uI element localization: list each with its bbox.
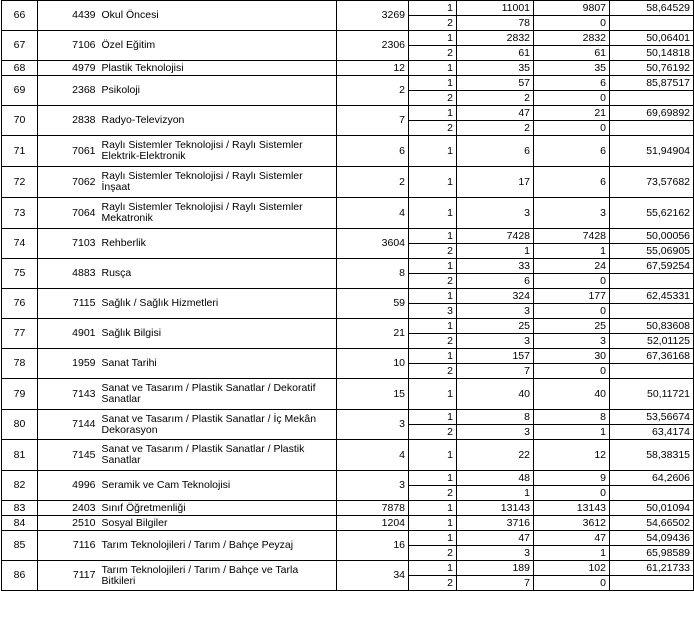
program-code: 7143	[38, 379, 99, 410]
program-code: 7145	[38, 440, 99, 471]
score-type: 1	[409, 531, 457, 546]
row-number: 69	[2, 76, 38, 106]
min-score: 50,76192	[610, 61, 694, 76]
score-type: 1	[409, 259, 457, 274]
quota-value: 3	[337, 410, 409, 440]
min-score	[610, 576, 694, 591]
row-number: 81	[2, 440, 38, 471]
min-score	[610, 91, 694, 106]
min-score: 65,98589	[610, 546, 694, 561]
program-name: Raylı Sistemler Teknolojisi / Raylı Sistemler İnşaat	[99, 167, 337, 198]
program-name: Sanat Tarihi	[99, 349, 337, 379]
applicant-count: 57	[457, 76, 534, 91]
placed-count: 6	[534, 167, 610, 198]
quota-value: 15	[337, 379, 409, 410]
min-score: 64,2606	[610, 471, 694, 486]
program-name: Plastik Teknolojisi	[99, 61, 337, 76]
table-row	[2, 531, 694, 546]
program-name: Tarım Teknolojileri / Tarım / Bahçe Peyzaj	[99, 531, 337, 561]
program-code: 4439	[38, 1, 99, 31]
applicant-count: 2	[457, 91, 534, 106]
row-number: 73	[2, 198, 38, 229]
placed-count: 6	[534, 76, 610, 91]
score-type: 1	[409, 289, 457, 304]
table-row	[2, 76, 694, 91]
row-number: 85	[2, 531, 38, 561]
applicant-count: 78	[457, 16, 534, 31]
min-score: 73,57682	[610, 167, 694, 198]
score-type: 1	[409, 106, 457, 121]
score-type: 1	[409, 229, 457, 244]
placement-table	[1, 0, 694, 591]
placed-count: 21	[534, 106, 610, 121]
min-score: 85,87517	[610, 76, 694, 91]
score-type: 1	[409, 319, 457, 334]
score-type: 1	[409, 349, 457, 364]
score-type: 1	[409, 561, 457, 576]
table-row	[2, 440, 694, 471]
score-type: 1	[409, 516, 457, 531]
min-score: 67,59254	[610, 259, 694, 274]
score-type: 2	[409, 334, 457, 349]
program-code: 7144	[38, 410, 99, 440]
quota-value: 16	[337, 531, 409, 561]
quota-value: 10	[337, 349, 409, 379]
placed-count: 1	[534, 546, 610, 561]
applicant-count: 48	[457, 471, 534, 486]
min-score: 62,45331	[610, 289, 694, 304]
quota-value: 7	[337, 106, 409, 136]
row-number: 67	[2, 31, 38, 61]
applicant-count: 8	[457, 410, 534, 425]
score-type: 1	[409, 136, 457, 167]
quota-value: 1204	[337, 516, 409, 531]
min-score: 63,4174	[610, 425, 694, 440]
program-code: 4883	[38, 259, 99, 289]
placed-count: 13143	[534, 501, 610, 516]
table-row	[2, 259, 694, 274]
quota-value: 2	[337, 76, 409, 106]
quota-value: 6	[337, 136, 409, 167]
placed-count: 9807	[534, 1, 610, 16]
table-body	[2, 1, 694, 591]
applicant-count: 3	[457, 198, 534, 229]
score-type: 2	[409, 91, 457, 106]
program-name: Özel Eğitim	[99, 31, 337, 61]
applicant-count: 189	[457, 561, 534, 576]
program-code: 7064	[38, 198, 99, 229]
program-code: 7106	[38, 31, 99, 61]
applicant-count: 7	[457, 576, 534, 591]
min-score: 58,64529	[610, 1, 694, 16]
applicant-count: 61	[457, 46, 534, 61]
placed-count: 102	[534, 561, 610, 576]
applicant-count: 1	[457, 486, 534, 501]
table-row	[2, 289, 694, 304]
table-row	[2, 349, 694, 364]
program-code: 7117	[38, 561, 99, 591]
row-number: 83	[2, 501, 38, 516]
min-score: 50,06401	[610, 31, 694, 46]
row-number: 66	[2, 1, 38, 31]
row-number: 70	[2, 106, 38, 136]
placed-count: 3	[534, 198, 610, 229]
applicant-count: 35	[457, 61, 534, 76]
program-name: Psikoloji	[99, 76, 337, 106]
table-row	[2, 516, 694, 531]
table-row	[2, 319, 694, 334]
program-name: Sağlık / Sağlık Hizmetleri	[99, 289, 337, 319]
applicant-count: 6	[457, 136, 534, 167]
min-score: 50,83608	[610, 319, 694, 334]
placed-count: 24	[534, 259, 610, 274]
row-number: 84	[2, 516, 38, 531]
program-name: Sınıf Öğretmenliği	[99, 501, 337, 516]
min-score: 51,94904	[610, 136, 694, 167]
applicant-count: 25	[457, 319, 534, 334]
program-code: 7116	[38, 531, 99, 561]
program-code: 4996	[38, 471, 99, 501]
row-number: 75	[2, 259, 38, 289]
placed-count: 8	[534, 410, 610, 425]
program-name: Tarım Teknolojileri / Tarım / Bahçe ve Tarla Bitkileri	[99, 561, 337, 591]
score-type: 1	[409, 379, 457, 410]
row-number: 76	[2, 289, 38, 319]
placed-count: 0	[534, 91, 610, 106]
score-type: 1	[409, 31, 457, 46]
score-type: 2	[409, 16, 457, 31]
quota-value: 3604	[337, 229, 409, 259]
min-score	[610, 364, 694, 379]
applicant-count: 47	[457, 531, 534, 546]
quota-value: 4	[337, 198, 409, 229]
min-score: 69,69892	[610, 106, 694, 121]
table-row	[2, 31, 694, 46]
program-name: Raylı Sistemler Teknolojisi / Raylı Sistemler Mekatronik	[99, 198, 337, 229]
table-row	[2, 379, 694, 410]
applicant-count: 13143	[457, 501, 534, 516]
min-score	[610, 274, 694, 289]
placed-count: 0	[534, 364, 610, 379]
quota-value: 4	[337, 440, 409, 471]
applicant-count: 3	[457, 304, 534, 319]
applicant-count: 11001	[457, 1, 534, 16]
applicant-count: 324	[457, 289, 534, 304]
row-number: 86	[2, 561, 38, 591]
table-row	[2, 410, 694, 425]
applicant-count: 3	[457, 334, 534, 349]
table-row	[2, 501, 694, 516]
score-type: 2	[409, 546, 457, 561]
program-name: Rusça	[99, 259, 337, 289]
quota-value: 3269	[337, 1, 409, 31]
table-row	[2, 561, 694, 576]
placed-count: 30	[534, 349, 610, 364]
quota-value: 34	[337, 561, 409, 591]
program-code: 4979	[38, 61, 99, 76]
applicant-count: 33	[457, 259, 534, 274]
program-code: 7061	[38, 136, 99, 167]
applicant-count: 7428	[457, 229, 534, 244]
table-row	[2, 106, 694, 121]
table-row	[2, 136, 694, 167]
placed-count: 6	[534, 136, 610, 167]
min-score	[610, 16, 694, 31]
applicant-count: 2	[457, 121, 534, 136]
table-row	[2, 167, 694, 198]
program-code: 2838	[38, 106, 99, 136]
quota-value: 2306	[337, 31, 409, 61]
program-code: 2403	[38, 501, 99, 516]
placed-count: 0	[534, 486, 610, 501]
applicant-count: 2832	[457, 31, 534, 46]
score-type: 2	[409, 576, 457, 591]
applicant-count: 17	[457, 167, 534, 198]
applicant-count: 40	[457, 379, 534, 410]
program-name: Rehberlik	[99, 229, 337, 259]
applicant-count: 22	[457, 440, 534, 471]
row-number: 74	[2, 229, 38, 259]
program-name: Sanat ve Tasarım / Plastik Sanatlar / Plastik Sanatlar	[99, 440, 337, 471]
program-name: Okul Öncesi	[99, 1, 337, 31]
score-type: 1	[409, 410, 457, 425]
score-type: 2	[409, 121, 457, 136]
quota-value: 2	[337, 167, 409, 198]
score-type: 1	[409, 471, 457, 486]
program-name: Seramik ve Cam Teknolojisi	[99, 471, 337, 501]
min-score: 58,38315	[610, 440, 694, 471]
quota-value: 8	[337, 259, 409, 289]
applicant-count: 3716	[457, 516, 534, 531]
placed-count: 9	[534, 471, 610, 486]
row-number: 78	[2, 349, 38, 379]
score-type: 1	[409, 61, 457, 76]
placed-count: 0	[534, 576, 610, 591]
program-code: 2368	[38, 76, 99, 106]
score-type: 3	[409, 304, 457, 319]
row-number: 77	[2, 319, 38, 349]
placed-count: 0	[534, 274, 610, 289]
min-score: 61,21733	[610, 561, 694, 576]
score-type: 2	[409, 244, 457, 259]
score-type: 1	[409, 167, 457, 198]
min-score: 67,36168	[610, 349, 694, 364]
placed-count: 0	[534, 304, 610, 319]
placed-count: 40	[534, 379, 610, 410]
placed-count: 25	[534, 319, 610, 334]
placed-count: 1	[534, 425, 610, 440]
table-row	[2, 229, 694, 244]
placed-count: 0	[534, 121, 610, 136]
placed-count: 3	[534, 334, 610, 349]
score-type: 2	[409, 46, 457, 61]
score-type: 1	[409, 198, 457, 229]
applicant-count: 7	[457, 364, 534, 379]
min-score	[610, 304, 694, 319]
program-name: Sanat ve Tasarım / Plastik Sanatlar / İç Mekân Dekorasyon	[99, 410, 337, 440]
min-score	[610, 486, 694, 501]
table-row	[2, 1, 694, 16]
min-score: 55,62162	[610, 198, 694, 229]
row-number: 82	[2, 471, 38, 501]
placed-count: 7428	[534, 229, 610, 244]
placed-count: 1	[534, 244, 610, 259]
min-score: 53,56674	[610, 410, 694, 425]
row-number: 71	[2, 136, 38, 167]
score-type: 2	[409, 486, 457, 501]
score-type: 1	[409, 440, 457, 471]
score-type: 2	[409, 274, 457, 289]
placed-count: 177	[534, 289, 610, 304]
program-name: Radyo-Televizyon	[99, 106, 337, 136]
min-score: 52,01125	[610, 334, 694, 349]
program-code: 7103	[38, 229, 99, 259]
program-code: 4901	[38, 319, 99, 349]
placed-count: 12	[534, 440, 610, 471]
min-score: 55,06905	[610, 244, 694, 259]
program-name: Sanat ve Tasarım / Plastik Sanatlar / Dekoratif Sanatlar	[99, 379, 337, 410]
applicant-count: 3	[457, 425, 534, 440]
program-code: 2510	[38, 516, 99, 531]
table-row	[2, 198, 694, 229]
min-score: 50,11721	[610, 379, 694, 410]
program-code: 7062	[38, 167, 99, 198]
row-number: 68	[2, 61, 38, 76]
min-score: 50,01094	[610, 501, 694, 516]
score-type: 1	[409, 501, 457, 516]
min-score	[610, 121, 694, 136]
min-score: 50,00056	[610, 229, 694, 244]
row-number: 80	[2, 410, 38, 440]
quota-value: 3	[337, 471, 409, 501]
placed-count: 2832	[534, 31, 610, 46]
min-score: 54,66502	[610, 516, 694, 531]
applicant-count: 47	[457, 106, 534, 121]
placed-count: 61	[534, 46, 610, 61]
score-type: 1	[409, 1, 457, 16]
min-score: 54,09436	[610, 531, 694, 546]
applicant-count: 6	[457, 274, 534, 289]
placed-count: 3612	[534, 516, 610, 531]
applicant-count: 157	[457, 349, 534, 364]
table-row	[2, 61, 694, 76]
program-name: Sosyal Bilgiler	[99, 516, 337, 531]
quota-value: 12	[337, 61, 409, 76]
quota-value: 21	[337, 319, 409, 349]
row-number: 72	[2, 167, 38, 198]
table-row	[2, 471, 694, 486]
score-type: 2	[409, 364, 457, 379]
min-score: 50,14818	[610, 46, 694, 61]
program-name: Raylı Sistemler Teknolojisi / Raylı Sistemler Elektrik-Elektronik	[99, 136, 337, 167]
program-code: 1959	[38, 349, 99, 379]
applicant-count: 3	[457, 546, 534, 561]
score-type: 2	[409, 425, 457, 440]
placed-count: 35	[534, 61, 610, 76]
program-name: Sağlık Bilgisi	[99, 319, 337, 349]
row-number: 79	[2, 379, 38, 410]
quota-value: 59	[337, 289, 409, 319]
score-type: 1	[409, 76, 457, 91]
placed-count: 0	[534, 16, 610, 31]
quota-value: 7878	[337, 501, 409, 516]
applicant-count: 1	[457, 244, 534, 259]
placed-count: 47	[534, 531, 610, 546]
program-code: 7115	[38, 289, 99, 319]
